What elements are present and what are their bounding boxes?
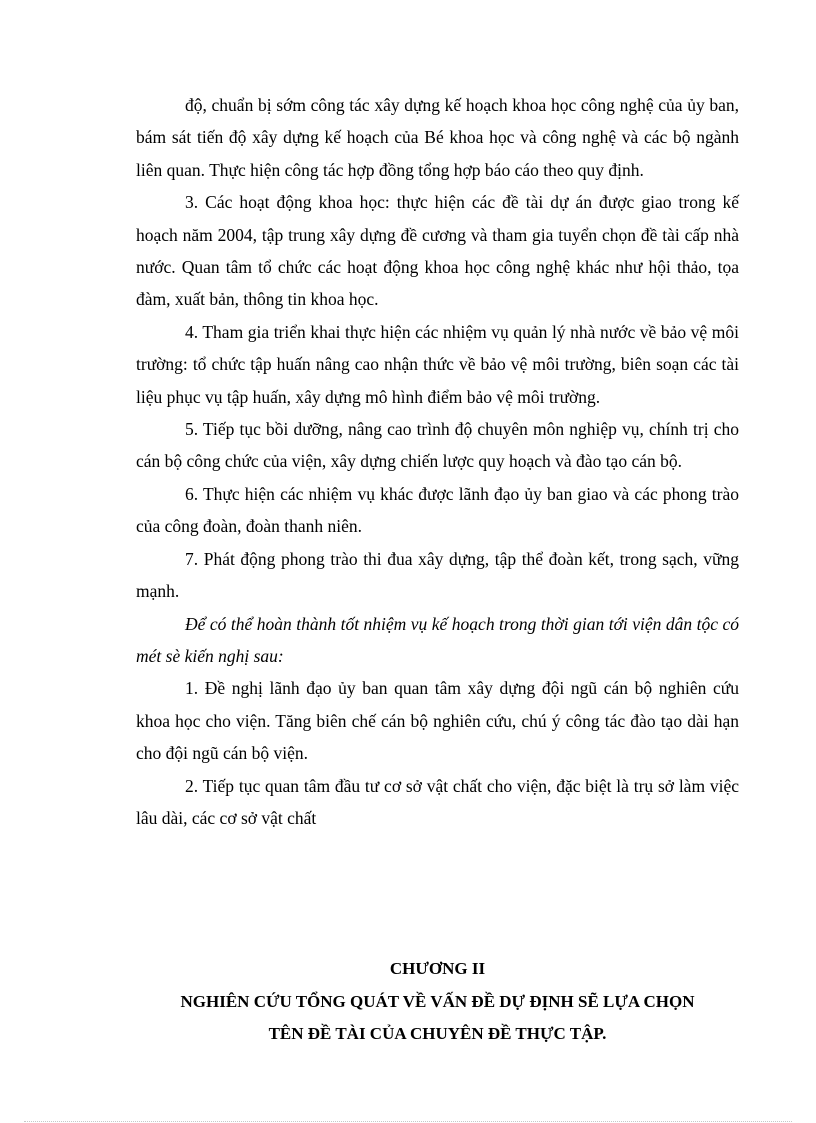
paragraph-recommendation-2: 2. Tiếp tục quan tâm đầu tư cơ sở vật chất cho viện, đặc biệt là trụ sở làm việc lâu dài, các cơ sở vật chất [136,775,739,828]
page-bottom-divider [24,1121,792,1122]
paragraph-item-6: 6. Thực hiện các nhiệm vụ khác được lãnh đạo ủy ban giao và các phong trào của công đoàn, đoàn thanh niên. [136,483,739,537]
chapter-heading [136,953,739,1051]
chapter-label: CHƯƠNG II [389,959,486,978]
paragraph-item-3: 3. Các hoạt động khoa học: thực hiện các đề tài dự án được giao trong kế hoạch năm 2004, tập trung xây dựng đề cương và tham gia tuyển chọn đề tài cấp nhà nước. Quan tâm tổ chức các hoạt động khoa học công nghệ khác như hội thảo, tọa đàm, xuất bản, thông tin khoa học. [136,192,739,310]
document-body [136,89,739,834]
paragraph-item-7: 7. Phát động phong trào thi đua xây dựng, tập thể đoàn kết, trong sạch, vững mạnh. [136,548,739,602]
paragraph-recommendation-intro: Để có thể hoàn thành tốt nhiệm vụ kế hoạch trong thời gian tới viện dân tộc có mét sè kiến nghị sau: [136,613,739,666]
chapter-title-line-2: TÊN ĐỀ TÀI CỦA CHUYÊN ĐỀ THỰC TẬP. [268,1024,607,1043]
paragraph-recommendation-1: 1. Đề nghị lãnh đạo ủy ban quan tâm xây dựng đội ngũ cán bộ nghiên cứu khoa học cho viện. Tăng biên chế cán bộ nghiên cứu, chú ý công tác đào tạo dài hạn cho đội ngũ cán bộ viện. [136,678,739,764]
paragraph-continuation: độ, chuẩn bị sớm công tác xây dựng kế hoạch khoa học công nghệ của ủy ban, bám sát tiến độ xây dựng kế hoạch của Bé khoa học và công nghệ và các bộ ngành liên quan. Thực hiện công tác hợp đồng tổng hợp báo cáo theo quy định. [136,95,739,180]
paragraph-item-4: 4. Tham gia triển khai thực hiện các nhiệm vụ quản lý nhà nước về bảo vệ môi trường: tổ chức tập huấn nâng cao nhận thức về bảo vệ môi trường, biên soạn các tài liệu phục vụ tập huấn, xây dựng mô hình điểm bảo vệ môi trường. [136,321,739,407]
chapter-title-line-1: NGHIÊN CỨU TỔNG QUÁT VỀ VẤN ĐỀ DỰ ĐỊNH SẼ LỰA CHỌN [180,991,695,1011]
paragraph-item-5: 5. Tiếp tục bồi dưỡng, nâng cao trình độ chuyên môn nghiệp vụ, chính trị cho cán bộ công chức của viện, xây dựng chiến lược quy hoạch và đào tạo cán bộ. [136,419,739,472]
